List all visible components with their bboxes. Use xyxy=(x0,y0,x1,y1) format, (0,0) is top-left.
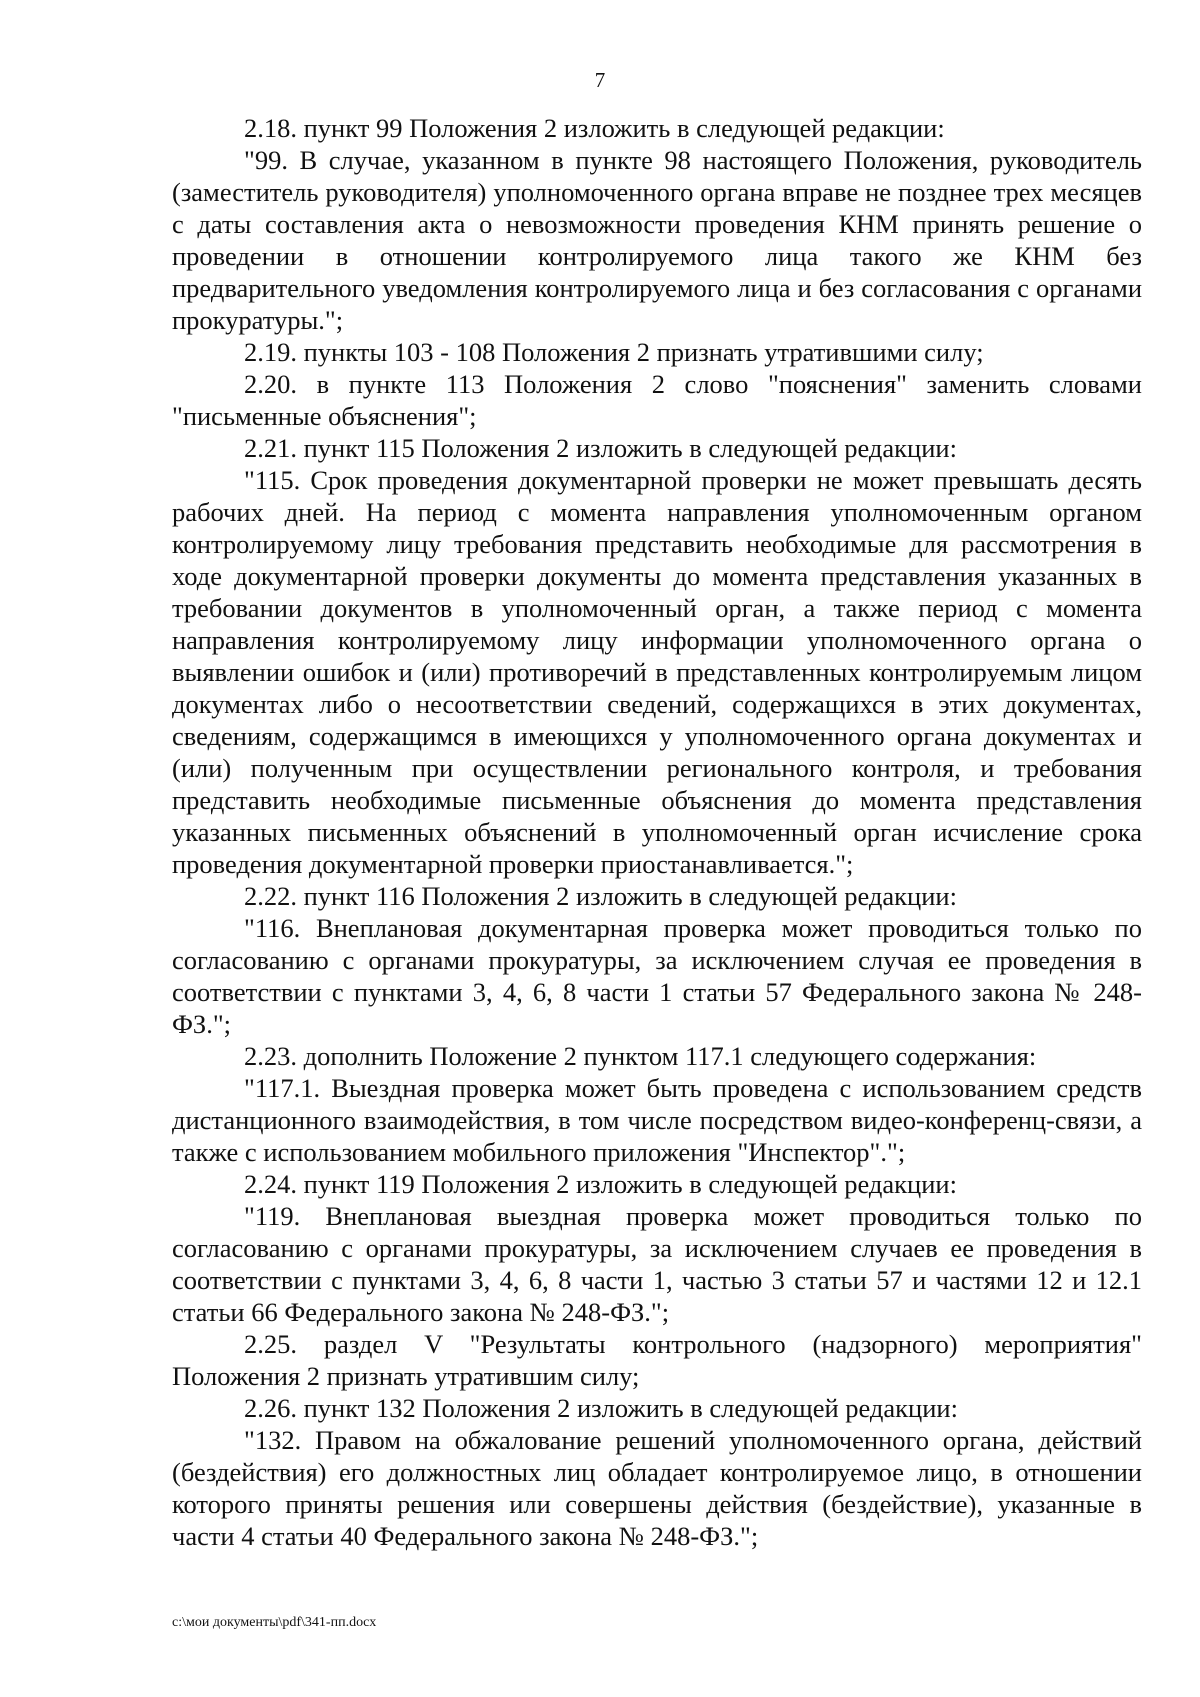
page-number: 7 xyxy=(594,68,606,92)
paragraph-132-text: "132. Правом на обжалование решений уполномоченного органа, действий (бездействия) его должностных лиц обладает контролируемое лицо, в отношении которого приняты решения или совершены действия (бездействие), указанные в части 4 статьи 40 Федерального закона № 248-ФЗ."; xyxy=(172,1425,1142,1551)
paragraph-119-text: "119. Внеплановая выездная проверка может проводиться только по согласованию с органами прокуратуры, за исключением случаев ее проведения в соответствии с пунктами 3, 4, 6, 8 части 1, частью 3 статьи 57 и частями 12 и 12.1 статьи 66 Федерального закона № 248-ФЗ."; xyxy=(172,1201,1142,1327)
footer-file-path: c:\мои документы\pdf\341-пп.docx xyxy=(172,1615,377,1630)
paragraph-2-21: 2.21. пункт 115 Положения 2 изложить в следующей редакции: xyxy=(244,433,957,463)
paragraph-2-26: 2.26. пункт 132 Положения 2 изложить в следующей редакции: xyxy=(244,1393,958,1423)
paragraph-2-24: 2.24. пункт 119 Положения 2 изложить в следующей редакции: xyxy=(244,1169,957,1199)
paragraph-2-22: 2.22. пункт 116 Положения 2 изложить в следующей редакции: xyxy=(244,881,957,911)
paragraph-2-19: 2.19. пункты 103 - 108 Положения 2 признать утратившими силу; xyxy=(244,337,984,367)
paragraph-2-18: 2.18. пункт 99 Положения 2 изложить в следующей редакции: xyxy=(244,113,945,143)
document-body xyxy=(172,112,1142,1552)
paragraph-116-text: "116. Внеплановая документарная проверка может проводиться только по согласованию с органами прокуратуры, за исключением случая ее проведения в соответствии с пунктами 3, 4, 6, 8 части 1 статьи 57 Федерального закона № 248-ФЗ."; xyxy=(172,913,1142,1039)
paragraph-115-text: "115. Срок проведения документарной проверки не может превышать десять рабочих дней. На период с момента направления уполномоченным органом контролируемому лицу требования представить необходимые для рассмотрения в ходе документарной проверки документы до момента представления указанных в требовании документов в уполномоченный орган, а также период с момента направления контролируемому лицу информации уполномоченного органа о выявлении ошибок и (или) противоречий в представленных контролируемым лицом документах либо о несоответствии сведений, содержащихся в этих документах, сведениям, содержащимся в имеющихся у уполномоченного органа документах и (или) полученным при осуществлении регионального контроля, и требования представить необходимые письменные объяснения до момента представления указанных письменных объяснений в уполномоченный орган исчисление срока проведения документарной проверки приостанавливается."; xyxy=(172,465,1142,879)
paragraph-2-23: 2.23. дополнить Положение 2 пунктом 117.1 следующего содержания: xyxy=(244,1041,1037,1071)
paragraph-2-20: 2.20. в пункте 113 Положения 2 слово "пояснения" заменить словами "письменные объяснения"; xyxy=(172,369,1142,431)
paragraph-99-text: "99. В случае, указанном в пункте 98 настоящего Положения, руководитель (заместитель руководителя) уполномоченного органа вправе не позднее трех месяцев с даты составления акта о невозможности проведения КНМ принять решение о проведении в отношении контролируемого лица такого же КНМ без предварительного уведомления контролируемого лица и без согласования с органами прокуратуры."; xyxy=(172,145,1142,335)
paragraph-2-25: 2.25. раздел V "Результаты контрольного (надзорного) мероприятия" Положения 2 признать утратившим силу; xyxy=(172,1329,1142,1391)
paragraph-117-1-text: "117.1. Выездная проверка может быть проведена с использованием средств дистанционного взаимодействия, в том числе посредством видео-конференц-связи, а также с использованием мобильного приложения "Инспектор"."; xyxy=(172,1073,1142,1167)
